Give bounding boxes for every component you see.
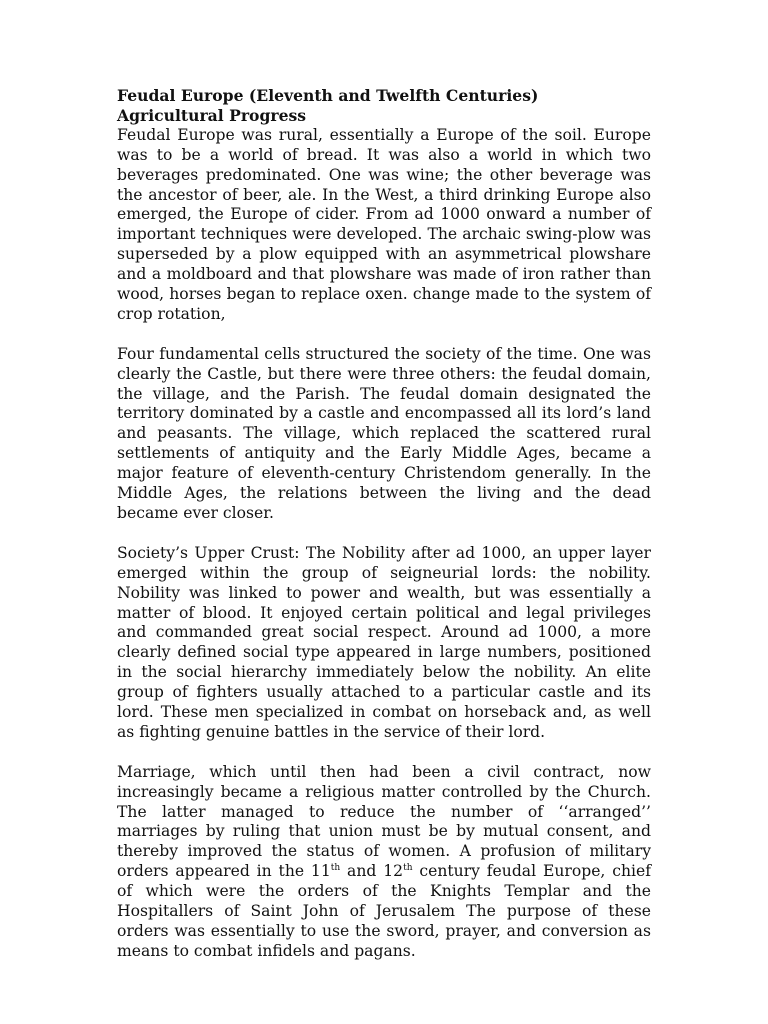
- paragraph-nobility: Society’s Upper Crust: The Nobility after ad 1000, an upper layer emerged within the group of seigneurial lords: the nobility. Nobility was linked to power and wealth, but was essentially a matter of blood. It enjoyed certain political and legal privileges and commanded great social respect. Around ad 1000, a more clearly defined social type appeared in large numbers, positioned in the social hierarchy immediately below the nobility. An elite group of fighters usually attached to a particular castle and its lord. These men specialized in combat on horseback and, as well as fighting genuine battles in the service of their lord.: [117, 543, 651, 741]
- paragraph-agriculture: Feudal Europe was rural, essentially a Europe of the soil. Europe was to be a world of bread. It was also a world in which two beverages predominated. One was wine; the other beverage was the ancestor of beer, ale. In the West, a third drinking Europe also emerged, the Europe of cider. From ad 1000 onward a number of important techniques were developed. The archaic swing-plow was superseded by a plow equipped with an asymmetrical plowshare and a moldboard and that plowshare was made of iron rather than wood, horses began to replace oxen. change made to the system of crop rotation,: [117, 125, 651, 323]
- paragraph-spacer: [117, 743, 651, 763]
- paragraph-text: and 12: [340, 862, 404, 881]
- ordinal-suffix: th: [403, 863, 413, 874]
- ordinal-suffix: th: [330, 863, 341, 874]
- paragraph-text: Marriage, which until then had been a civil contract, now increasingly became a religious matter controlled by the Church. The latter managed to reduce the number of ‘‘arranged’’ marriages by ruling that union must be by mutual consent, and thereby improved the status of women. A profusion of military orders appeared in the 11: [117, 762, 651, 881]
- paragraph-text: century feudal Europe, chief of which were the orders of the Knights Templar and the Hospitallers of Saint John of Jerusalem The purpose of these orders was essentially to use the sword, prayer, and conversion as means to combat infidels and pagans.: [117, 862, 651, 960]
- document-title: Feudal Europe (Eleventh and Twelfth Centuries): [117, 86, 539, 105]
- paragraph-society-cells: Four fundamental cells structured the society of the time. One was clearly the Castle, but there were three others: the feudal domain, the village, and the Parish. The feudal domain designated the territory dominated by a castle and encompassed all its lord’s land and peasants. The village, which replaced the scattered rural settlements of antiquity and the Early Middle Ages, became a major feature of eleventh-century Christendom generally. In the Middle Ages, the relations between the living and the dead became ever closer.: [117, 344, 651, 523]
- document-page: [117, 86, 651, 962]
- section-heading: Agricultural Progress: [117, 105, 307, 125]
- paragraph-marriage-orders: [117, 763, 651, 962]
- paragraph-spacer: [117, 524, 651, 544]
- paragraph-spacer: [117, 325, 651, 345]
